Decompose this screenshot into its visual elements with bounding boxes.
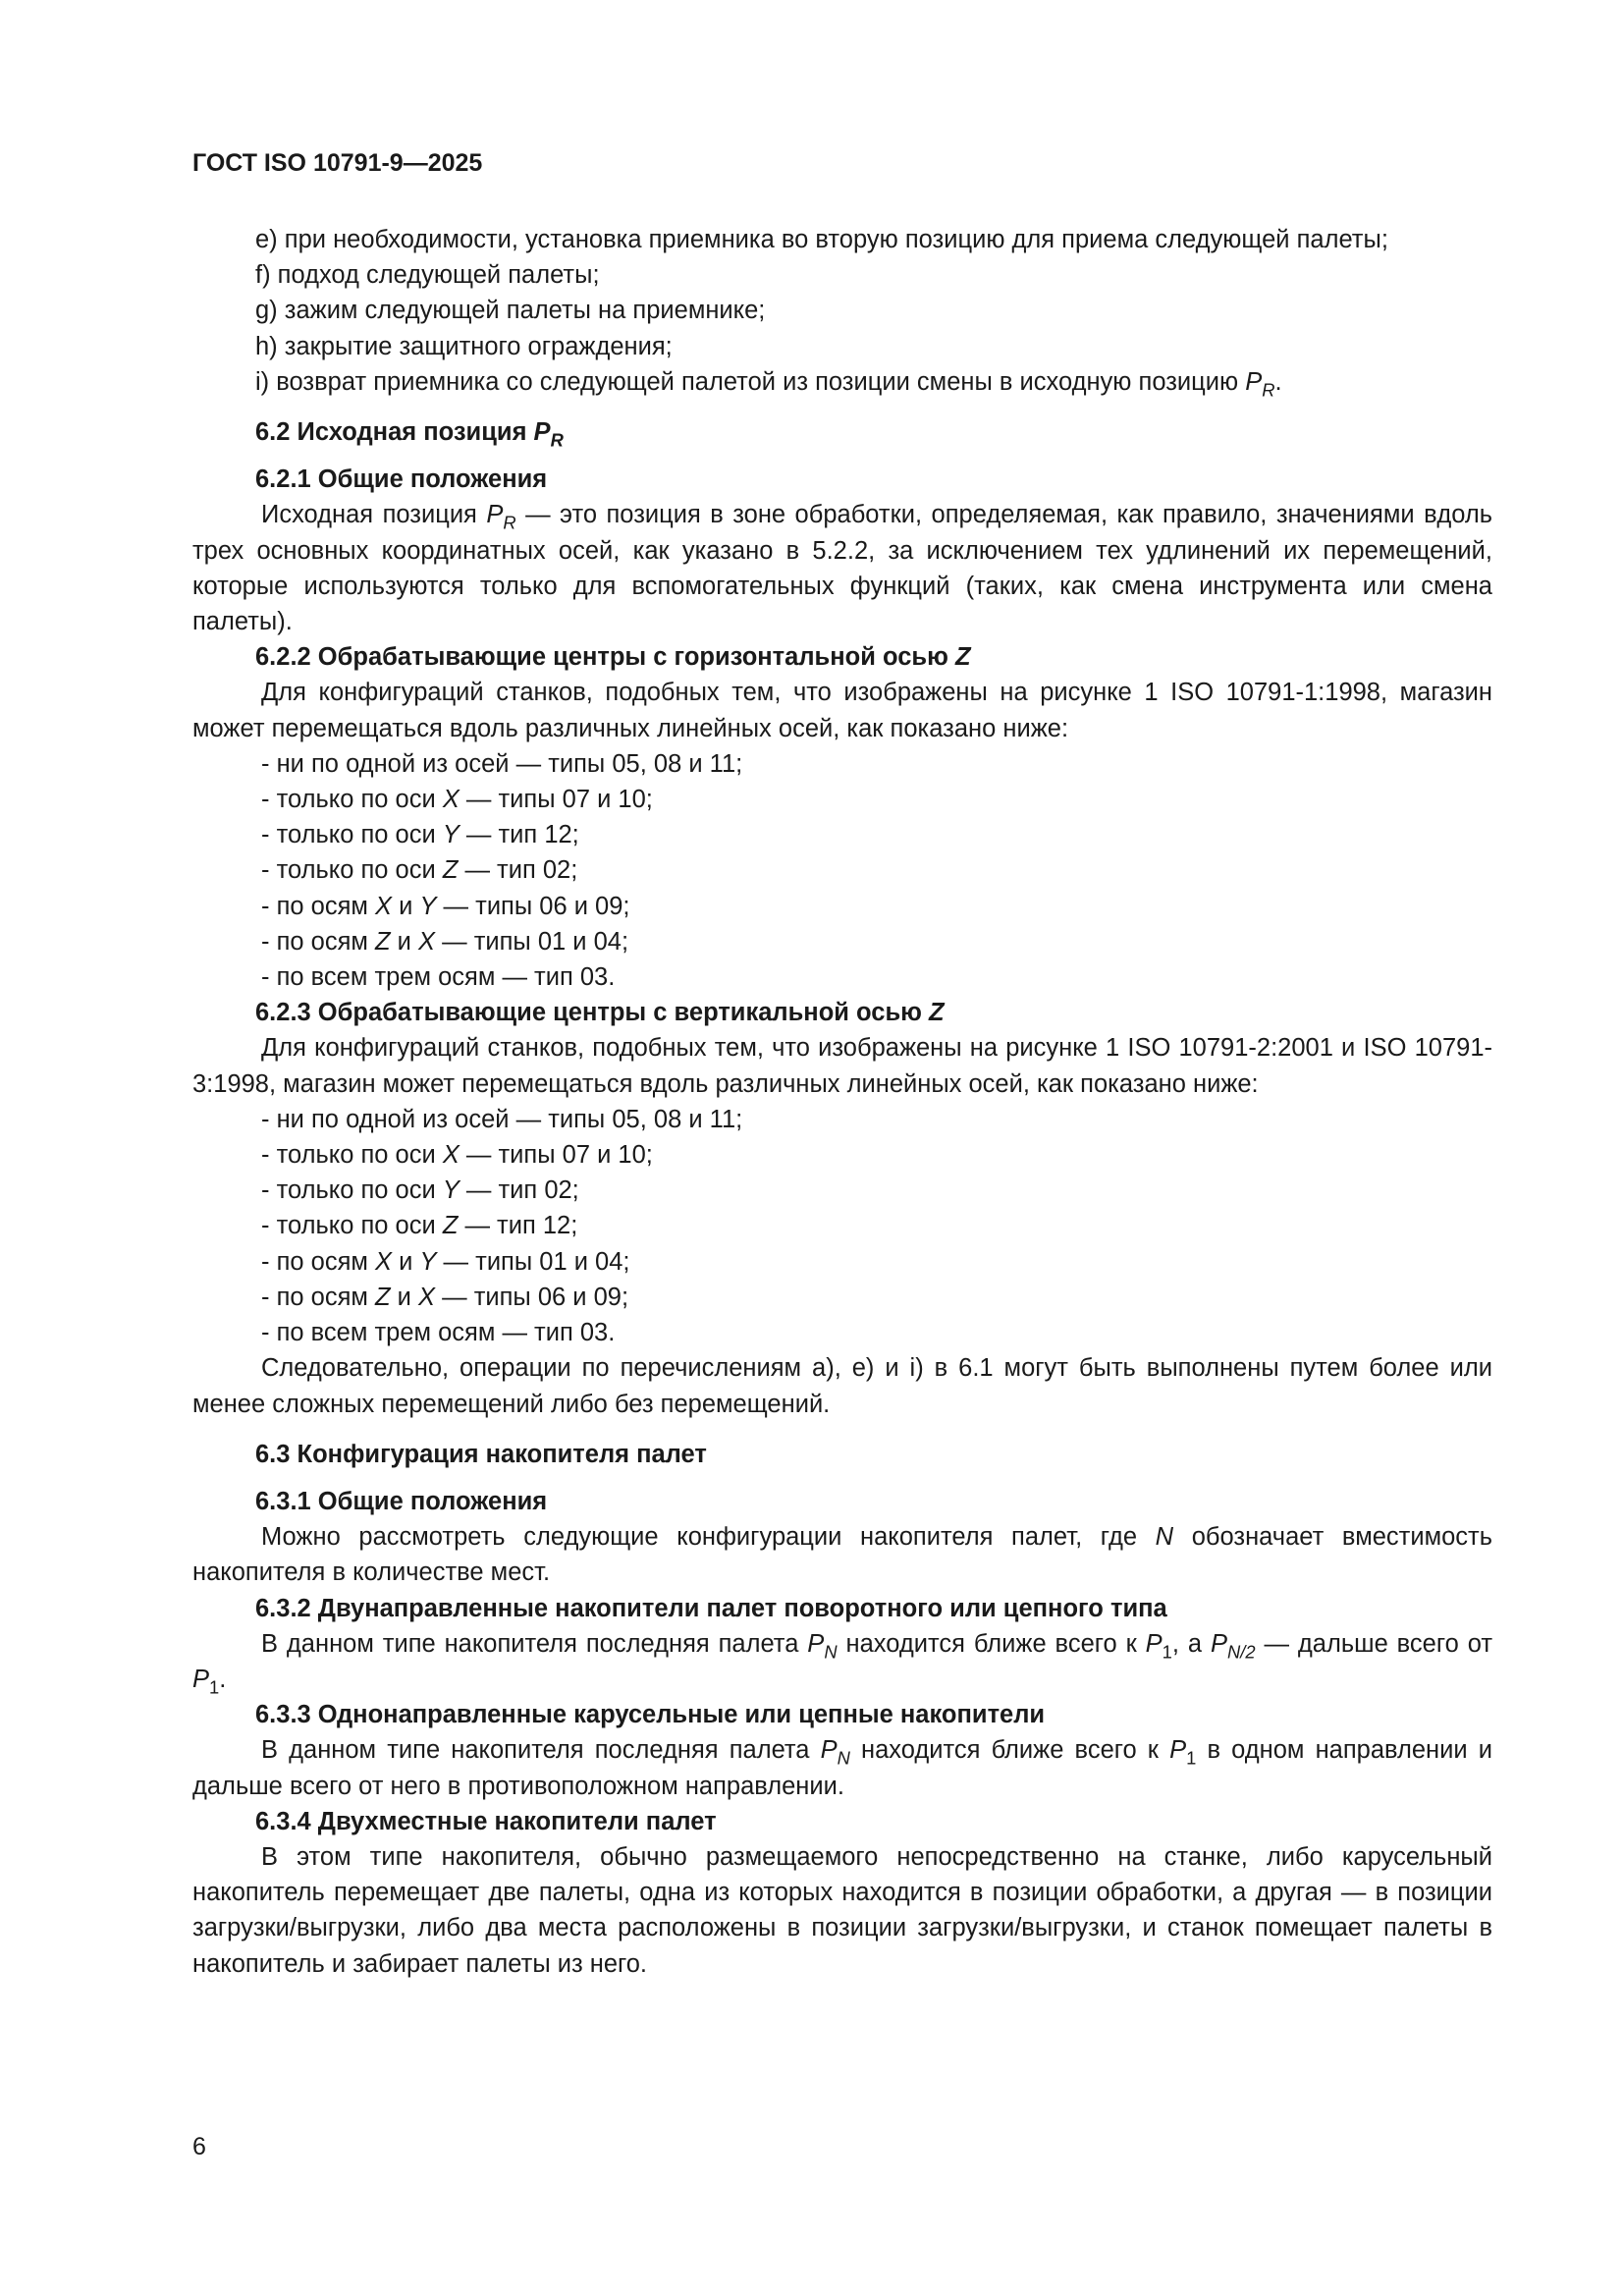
list-item: h) закрытие защитного ограждения; (255, 332, 673, 360)
list-item: i) возврат приемника со следующей палетой из позиции смены в исходную позицию $P_R$. (255, 367, 1282, 401)
paragraph: Исходная позиция $P_R$ — это позиция в зоне обработки, определяемая, как правило, значениями вдоль трех основных координатных осей, как указано в 5.2.2, за исключением тех удлинений их перемещений, которые используются только для вспомогательных функций (таких, как смена инструмента или смена палеты). (192, 501, 1492, 636)
list-item: - только по оси Z — тип 12; (261, 1212, 578, 1240)
paragraph: В данном типе накопителя последняя палета $P_N$ находится ближе всего к $P_1$ в одном направлении и дальше всего от него в противоположном направлении. (192, 1736, 1492, 1800)
list-item: f) подход следующей палеты; (255, 261, 600, 290)
list-item: - по всем трем осям — тип 03. (261, 963, 616, 992)
list-item: - по осям X и Y — типы 06 и 09; (261, 892, 630, 920)
list-item: - ни по одной из осей — типы 05, 08 и 11; (261, 749, 743, 778)
section-heading-6-3-4: 6.3.4 Двухместные накопители палет (255, 1807, 717, 1835)
list-item: - только по оси Y — тип 02; (261, 1176, 579, 1205)
paragraph: Можно рассмотреть следующие конфигурации накопителя палет, где N обозначает вместимость накопителя в количестве мест. (192, 1523, 1493, 1587)
list-item: - по осям X и Y — типы 01 и 04; (261, 1247, 630, 1276)
paragraph: В этом типе накопителя, обычно размещаемого непосредственно на станке, либо карусельный накопитель перемещает две палеты, одна из которых находится в позиции обработки, а другая — в позиции загрузки/выгрузки, либо два места расположены в позиции загрузки/выгрузки, и станок помещает палеты в накопитель и забирает палеты из него. (192, 1842, 1492, 1978)
list-item: - по осям Z и X — типы 06 и 09; (261, 1283, 629, 1311)
list-item: - ни по одной из осей — типы 05, 08 и 11; (261, 1105, 743, 1133)
paragraph: В данном типе накопителя последняя палета $P_N$ находится ближе всего к $P_1$, а $P_{N/2}$ — дальше всего от $P_1$. (192, 1629, 1493, 1698)
list-item: g) зажим следующей палеты на приемнике; (255, 297, 766, 325)
section-heading-6-3-3: 6.3.3 Однонаправленные карусельные или цепные накопители (255, 1701, 1046, 1729)
section-heading-6-2: 6.2 Исходная позиция $P_R$ (255, 418, 564, 451)
document-header: ГОСТ ISO 10791-9—2025 (192, 149, 483, 177)
paragraph: Следовательно, операции по перечислениям а), е) и i) в 6.1 могут быть выполнены путем более или менее сложных перемещений либо без перемещений. (192, 1354, 1492, 1418)
list-item: - только по оси Y — тип 12; (261, 821, 579, 849)
section-heading-6-2-3: 6.2.3 Обрабатывающие центры с вертикальной осью Z (255, 999, 945, 1027)
list-item: - по осям Z и X — типы 01 и 04; (261, 927, 629, 956)
list-item: - только по оси X — типы 07 и 10; (261, 786, 653, 814)
paragraph: Для конфигураций станков, подобных тем, что изображены на рисунке 1 ISO 10791-1:1998, магазин может перемещаться вдоль различных линейных осей, как показано ниже: (192, 679, 1492, 742)
paragraph: Для конфигураций станков, подобных тем, что изображены на рисунке 1 ISO 10791-2:2001 и ISO 10791-3:1998, магазин может перемещаться вдоль различных линейных осей, как показано ниже: (192, 1034, 1492, 1098)
list-item: e) при необходимости, установка приемника во вторую позицию для приема следующей палеты; (255, 226, 1388, 253)
page-number: 6 (192, 2133, 206, 2160)
section-heading-6-2-1: 6.2.1 Общие положения (255, 465, 548, 494)
section-heading-6-3-1: 6.3.1 Общие положения (255, 1487, 548, 1515)
section-heading-6-2-2: 6.2.2 Обрабатывающие центры с горизонтальной осью Z (255, 643, 971, 672)
section-heading-6-3: 6.3 Конфигурация накопителя палет (255, 1440, 707, 1468)
section-heading-6-3-2: 6.3.2 Двунаправленные накопители палет поворотного или цепного типа (255, 1594, 1167, 1622)
list-item: - по всем трем осям — тип 03. (261, 1319, 616, 1347)
document-body (192, 222, 1492, 1982)
list-item: - только по оси Z — тип 02; (261, 856, 578, 885)
list-item: - только по оси X — типы 07 и 10; (261, 1141, 653, 1170)
